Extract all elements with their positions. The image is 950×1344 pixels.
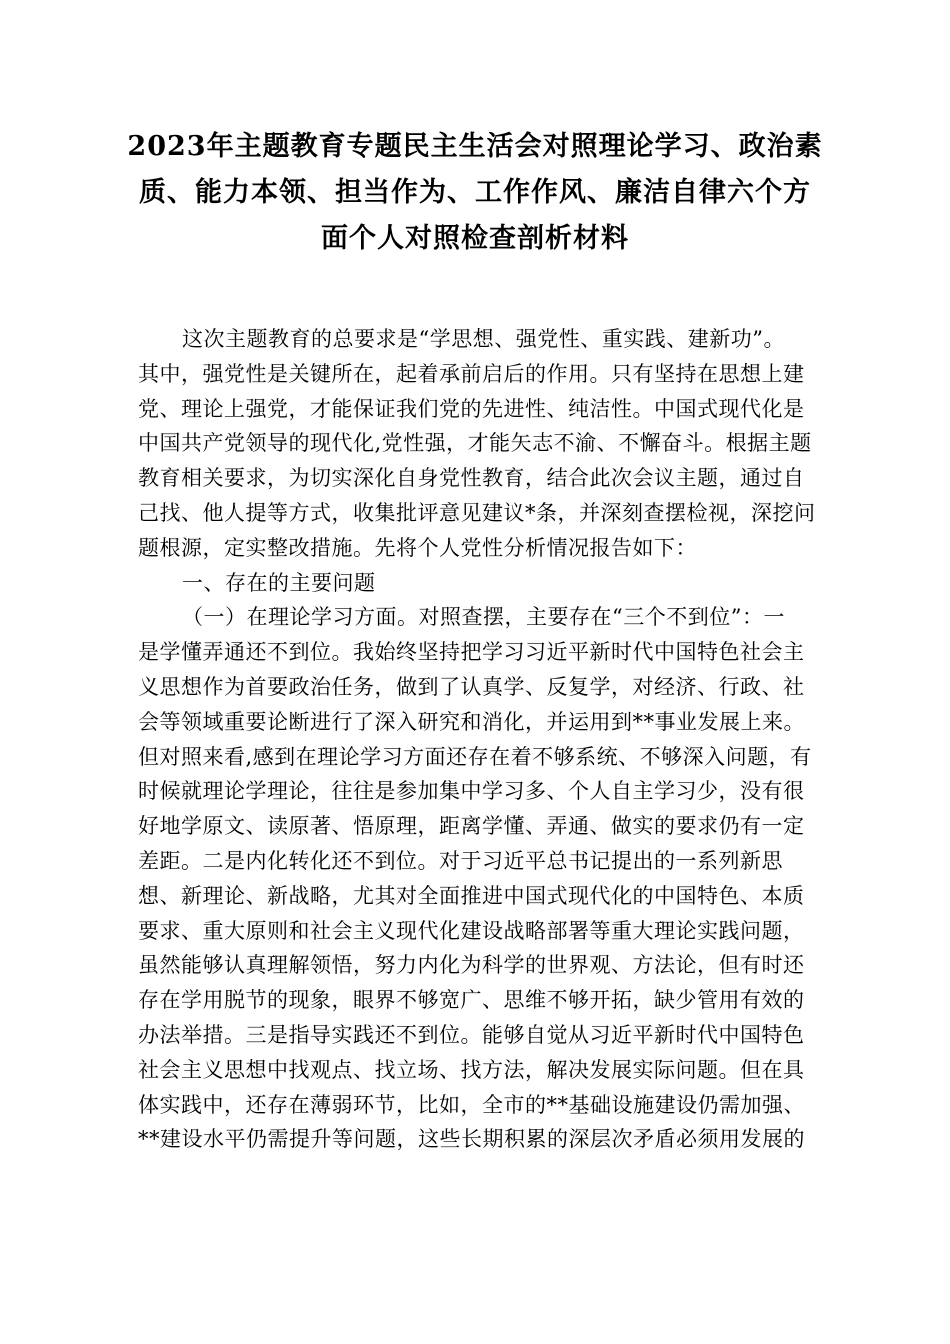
paragraph-line: 差距。二是内化转化还不到位。对于习近平总书记提出的一系列新思 — [138, 848, 783, 873]
paragraph-line: 中国共产党领导的现代化,党性强，才能矢志不渝、不懈奋斗。根据主题 — [138, 431, 812, 456]
title-line: 面个人对照检查剖析材料 — [321, 223, 629, 254]
paragraph-line: 时候就理论学理论，往往是参加集中学习多、个人自主学习少，没有很 — [138, 779, 805, 804]
paragraph-line: 会等领域重要论断进行了深入研究和消化，并运用到**事业发展上来。 — [138, 709, 805, 734]
paragraph-line: 社会主义思想中找观点、找立场、找方法，解决发展实际问题。但在具 — [138, 1057, 805, 1082]
document-body — [138, 322, 838, 1157]
document-title — [100, 124, 850, 262]
paragraph-line: 但对照来看,感到在理论学习方面还存在着不够系统、不够深入问题，有 — [138, 744, 812, 769]
paragraph-line: 这次主题教育的总要求是“学思想、强党性、重实践、建新功”。 — [182, 327, 785, 351]
paragraph-line: 存在学用脱节的现象，眼界不够宽广、思维不够开拓，缺少管用有效的 — [138, 988, 805, 1013]
section-heading: 一、存在的主要问题 — [182, 570, 376, 595]
paragraph-line: 党、理论上强党，才能保证我们党的先进性、纯洁性。中国式现代化是 — [138, 396, 805, 421]
paragraph-line: 虽然能够认真理解领悟，努力内化为科学的世界观、方法论，但有时还 — [138, 953, 805, 978]
paragraph-line: 办法举措。三是指导实践还不到位。能够自觉从习近平新时代中国特色 — [138, 1022, 805, 1047]
paragraph-line: 义思想作为首要政治任务，做到了认真学、反复学，对经济、行政、社 — [138, 674, 805, 699]
paragraph-line: 其中，强党性是关键所在，起着承前启后的作用。只有坚持在思想上建 — [138, 361, 805, 386]
paragraph-line: 是学懂弄通还不到位。我始终坚持把学习习近平新时代中国特色社会主 — [138, 640, 805, 665]
paragraph-line: 要求、重大原则和社会主义现代化建设战略部署等重大理论实践问题， — [138, 918, 805, 943]
paragraph-line: 教育相关要求，为切实深化自身党性教育，结合此次会议主题，通过自 — [138, 466, 805, 491]
paragraph-line: 题根源，定实整改措施。先将个人党性分析情况报告如下： — [138, 535, 697, 560]
paragraph-line: **建设水平仍需提升等问题，这些长期积累的深层次矛盾必须用发展的 — [138, 1127, 805, 1152]
title-line: 质、能力本领、担当作为、工作作风、廉洁自律六个方 — [139, 177, 811, 208]
paragraph-line: （一）在理论学习方面。对照查摆，主要存在“三个不到位”：一 — [182, 605, 785, 630]
paragraph-line: 想、新理论、新战略，尤其对全面推进中国式现代化的中国特色、本质 — [138, 883, 805, 908]
paragraph-line: 己找、他人提等方式，收集批评意见建议*条，并深刻查摆检视，深挖问 — [138, 500, 816, 525]
paragraph-line: 体实践中，还存在薄弱环节，比如，全市的**基础设施建设仍需加强、 — [138, 1092, 805, 1117]
paragraph-line: 好地学原文、读原著、悟原理，距离学懂、弄通、做实的要求仍有一定 — [138, 814, 805, 839]
title-line: 2023年主题教育专题民主生活会对照理论学习、政治素 — [127, 131, 823, 162]
